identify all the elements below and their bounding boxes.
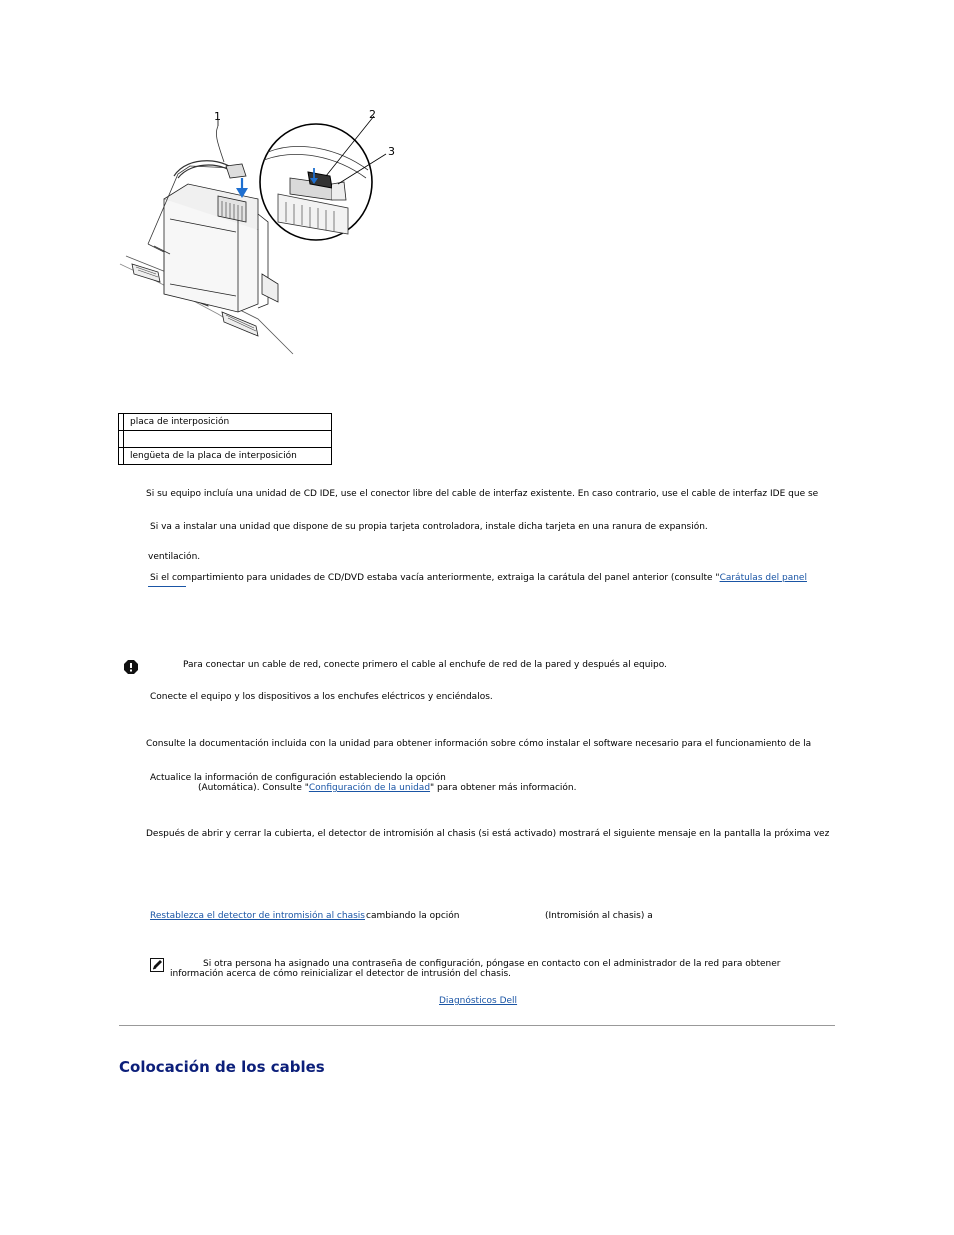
update-config-post: " para obtener más información. <box>430 783 577 793</box>
notice-text: Para conectar un cable de red, conecte primero el cable al enchufe de red de la pared y después al equipo. <box>183 660 667 670</box>
legend-label: placa de interposición <box>124 414 332 431</box>
chassis-intrusion-option-text: (Intromisión al chasis) a <box>545 911 653 921</box>
update-config-pre: (Automática). Consulte " <box>198 783 309 793</box>
note-text-line1: Si otra persona ha asignado una contraseña de configuración, póngase en contacto con el administrador de la red para obtener <box>203 959 781 969</box>
paragraph-front-panel <box>150 573 807 583</box>
paragraph-install-software: Consulte la documentación incluida con la unidad para obtener información sobre cómo instalar el software necesario para el funcionamiento de la <box>146 739 812 749</box>
note-icon <box>150 958 164 972</box>
figure-legend-table <box>118 413 332 465</box>
section-heading-cable-routing: Colocación de los cables <box>119 1058 325 1076</box>
paragraph-ide-cable: Si su equipo incluía una unidad de CD IDE, use el conector libre del cable de interfaz existente. En caso contrario, use el cable de interfaz IDE que se <box>146 489 819 499</box>
paragraph-controller-card: Si va a instalar una unidad que dispone de su propia tarjeta controladora, instale dicha tarjeta en una ranura de expansión. <box>150 522 708 532</box>
paragraph-update-config-line2 <box>198 783 576 793</box>
reset-option-text: cambiando la opción <box>366 911 460 921</box>
notice-icon <box>124 660 138 674</box>
callout-3: 3 <box>388 145 395 158</box>
section-divider <box>119 1025 835 1026</box>
link-continuation-underline <box>148 586 186 587</box>
note-text-line2: información acerca de cómo reinicializar el detector de intrusión del chasis. <box>170 969 512 979</box>
drive-configuration-link[interactable]: Configuración de la unidad <box>308 783 431 793</box>
dell-diagnostics-link[interactable]: Diagnósticos Dell <box>439 996 518 1006</box>
front-panel-inserts-link[interactable]: Carátulas del panel <box>719 573 807 583</box>
legend-row <box>119 448 332 465</box>
drive-interposer-illustration <box>118 104 408 366</box>
callout-2: 2 <box>369 108 376 121</box>
legend-row <box>119 414 332 431</box>
legend-label: lengüeta de la placa de interposición <box>124 448 332 465</box>
paragraph-chassis-intrusion: Después de abrir y cerrar la cubierta, el detector de intromisión al chasis (si está activado) mostrará el siguiente mensaje en la pantalla la próxima vez <box>146 829 830 839</box>
paragraph-connect-power: Conecte el equipo y los dispositivos a los enchufes eléctricos y enciéndalos. <box>150 692 493 702</box>
paragraph-ventilation: ventilación. <box>148 552 201 562</box>
callout-1: 1 <box>214 110 221 123</box>
legend-label <box>124 431 332 448</box>
legend-row <box>119 431 332 448</box>
front-panel-text: Si el compartimiento para unidades de CD/DVD estaba vacía anteriormente, extraiga la carátula del panel anterior (consulte " <box>150 573 720 583</box>
paragraph-update-config: Actualice la información de configuración estableciendo la opción <box>150 773 446 783</box>
reset-intrusion-detector-link[interactable]: Restablezca el detector de intromisión al chasis <box>150 911 365 921</box>
